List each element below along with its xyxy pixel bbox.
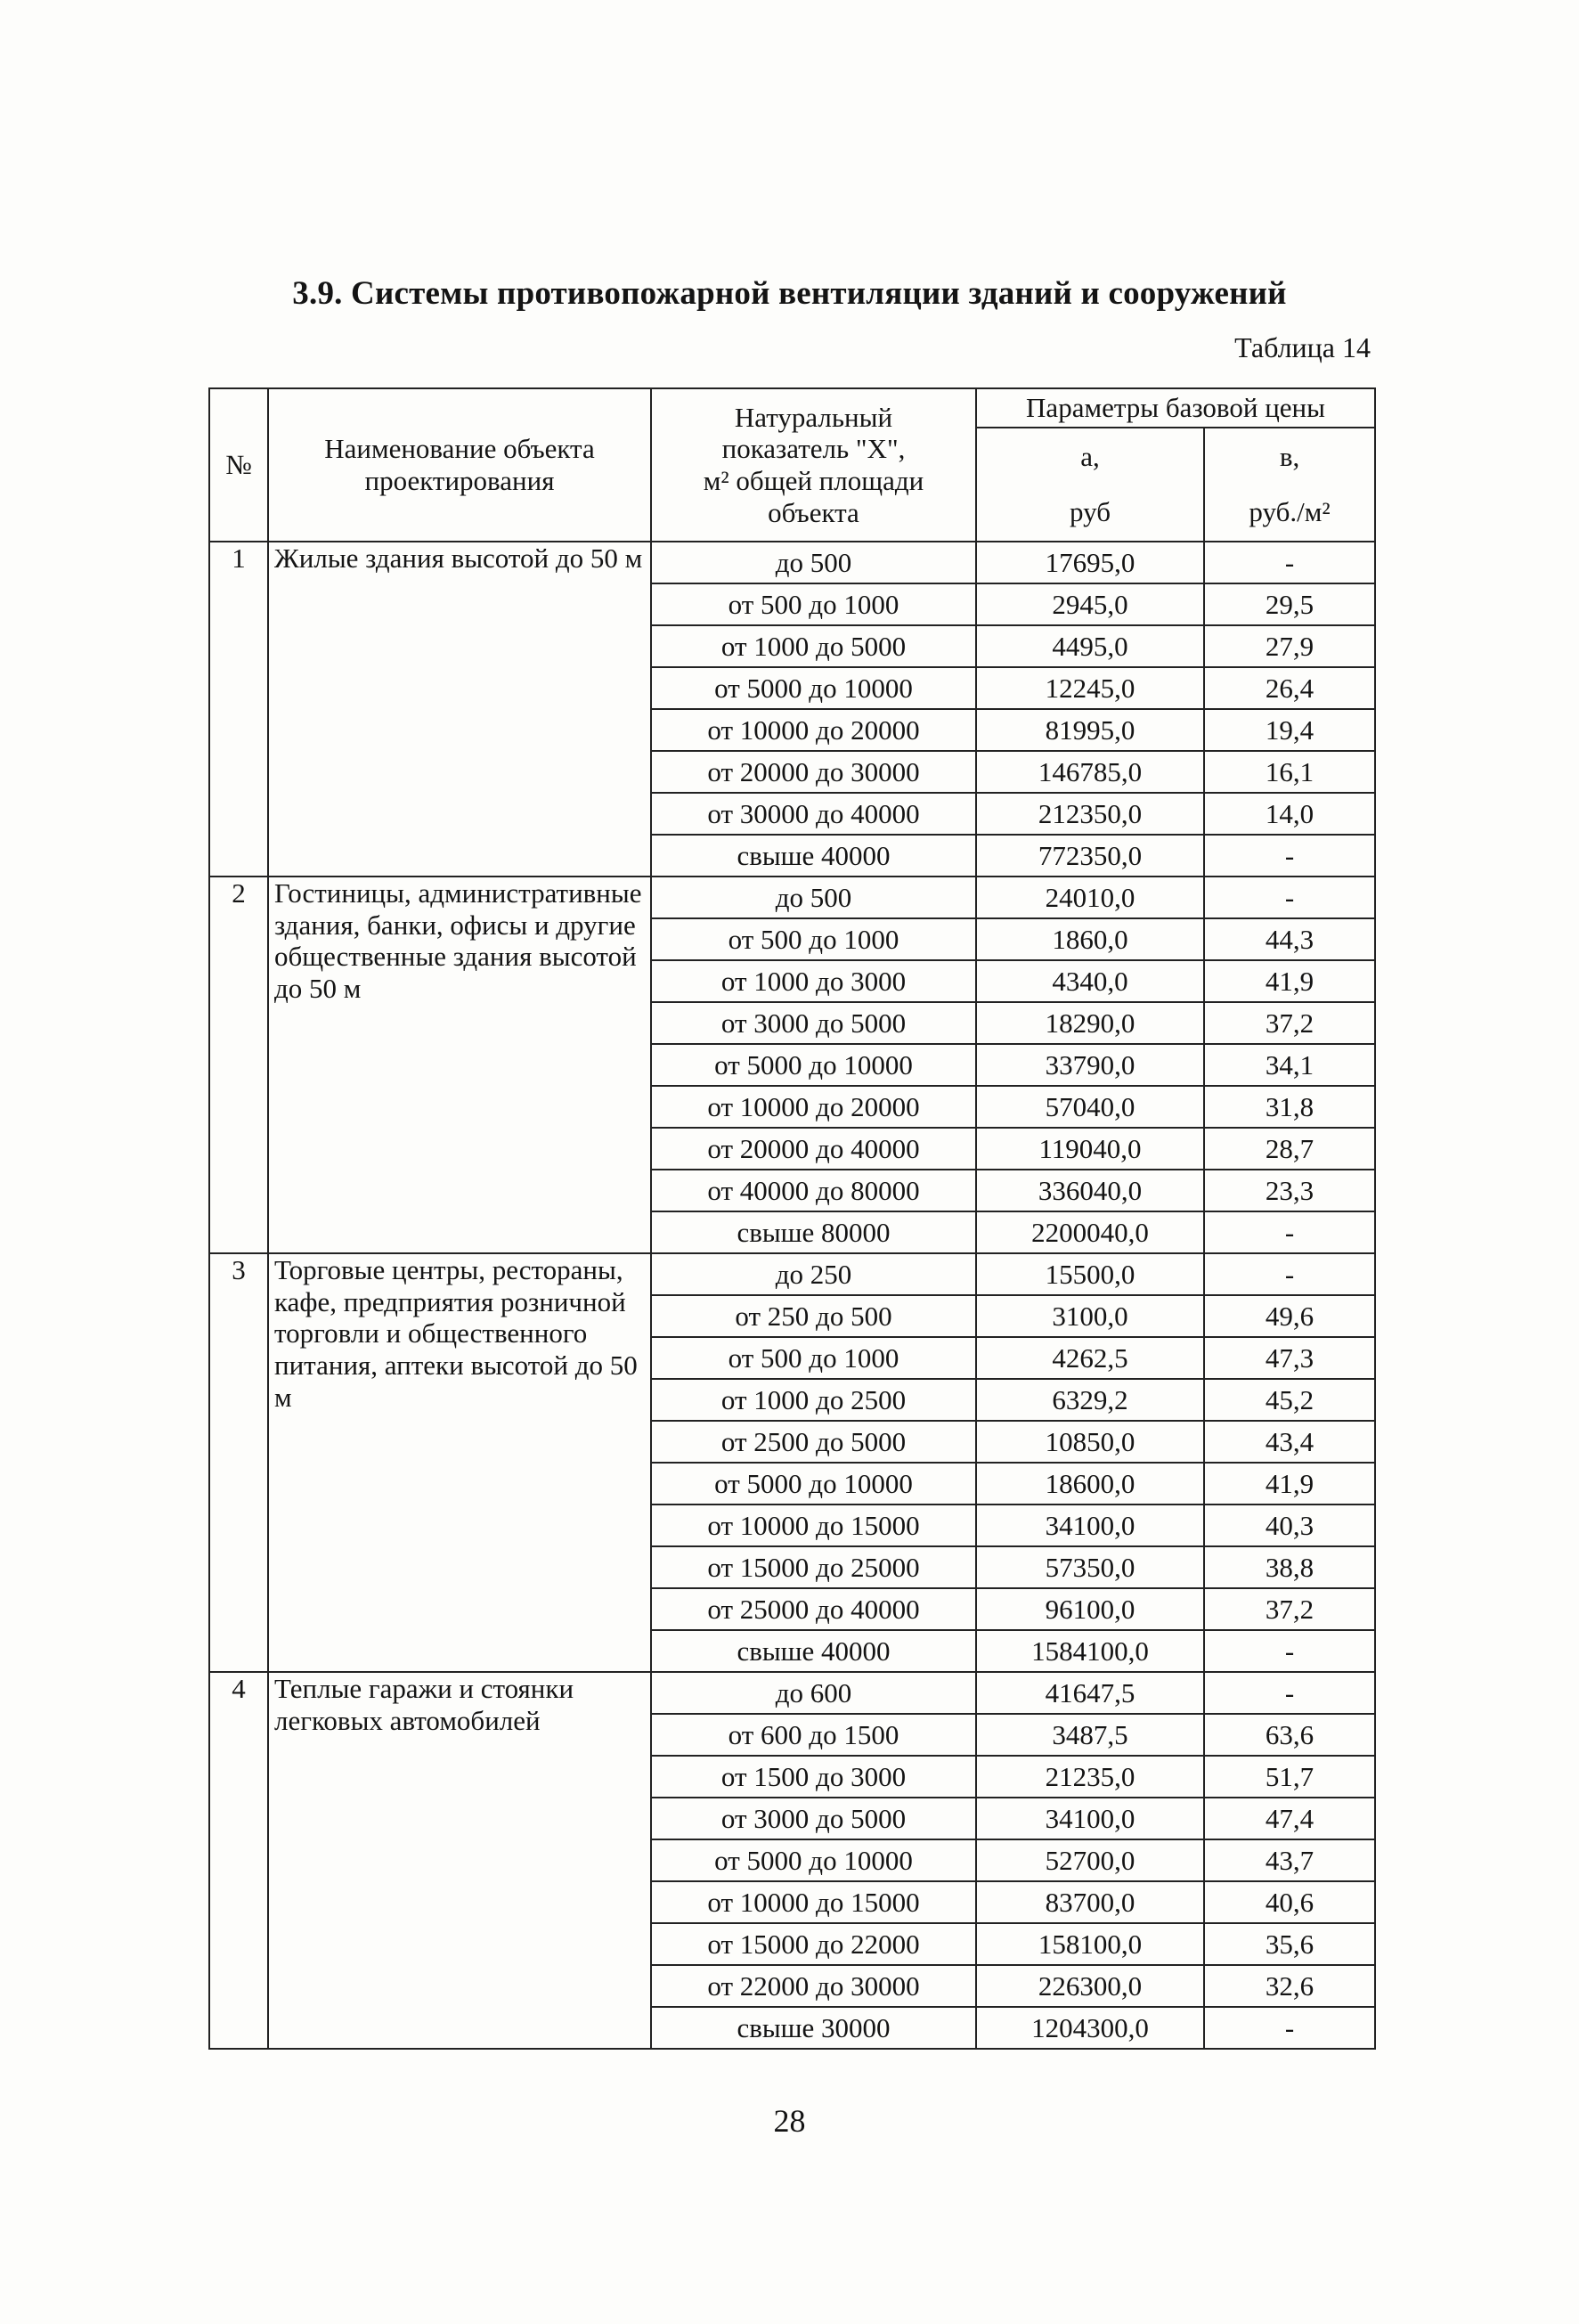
price-a-cell: 34100,0 xyxy=(976,1798,1204,1839)
group-number: 2 xyxy=(209,877,268,1253)
header-object-name-line1: Наименование объекта xyxy=(324,433,595,465)
price-b-cell: 43,4 xyxy=(1204,1421,1375,1463)
price-a-cell: 1584100,0 xyxy=(976,1630,1204,1672)
price-b-cell: 38,8 xyxy=(1204,1546,1375,1588)
price-b-cell: - xyxy=(1204,877,1375,918)
header-indicator-line1: Натуральный xyxy=(734,401,893,433)
range-cell: от 250 до 500 xyxy=(651,1295,976,1337)
header-a-label: а, xyxy=(1080,441,1100,473)
price-a-cell: 81995,0 xyxy=(976,709,1204,751)
range-cell: до 250 xyxy=(651,1253,976,1295)
price-a-cell: 226300,0 xyxy=(976,1965,1204,2007)
header-indicator xyxy=(651,388,976,542)
price-b-cell: 41,9 xyxy=(1204,1463,1375,1504)
price-b-cell: 23,3 xyxy=(1204,1170,1375,1211)
range-cell: от 10000 до 20000 xyxy=(651,709,976,751)
price-b-cell: 41,9 xyxy=(1204,960,1375,1002)
price-a-cell: 96100,0 xyxy=(976,1588,1204,1630)
section-title: 3.9. Системы противопожарной вентиляции зданий и сооружений xyxy=(292,275,1287,312)
table-label: Таблица 14 xyxy=(1234,331,1371,363)
header-num: № xyxy=(209,388,268,542)
header-b-label: в, xyxy=(1279,441,1300,473)
price-b-cell: 27,9 xyxy=(1204,625,1375,667)
price-b-cell: 40,6 xyxy=(1204,1881,1375,1923)
price-a-cell: 3100,0 xyxy=(976,1295,1204,1337)
range-cell: от 20000 до 30000 xyxy=(651,751,976,793)
price-b-cell: 51,7 xyxy=(1204,1756,1375,1798)
header-b xyxy=(1204,428,1375,542)
range-cell: свыше 40000 xyxy=(651,835,976,877)
price-b-cell: - xyxy=(1204,1630,1375,1672)
table-row xyxy=(209,1253,1375,1295)
table-body xyxy=(209,542,1375,2049)
range-cell: свыше 40000 xyxy=(651,1630,976,1672)
range-cell: от 1500 до 3000 xyxy=(651,1756,976,1798)
range-cell: от 30000 до 40000 xyxy=(651,793,976,835)
price-b-cell: 16,1 xyxy=(1204,751,1375,793)
range-cell: от 3000 до 5000 xyxy=(651,1798,976,1839)
range-cell: от 10000 до 15000 xyxy=(651,1881,976,1923)
price-a-cell: 6329,2 xyxy=(976,1379,1204,1421)
range-cell: от 1000 до 3000 xyxy=(651,960,976,1002)
header-base-price: Параметры базовой цены xyxy=(976,388,1375,428)
price-a-cell: 146785,0 xyxy=(976,751,1204,793)
price-b-cell: 44,3 xyxy=(1204,918,1375,960)
header-a-unit: руб xyxy=(1070,496,1111,527)
price-b-cell: 49,6 xyxy=(1204,1295,1375,1337)
range-cell: от 25000 до 40000 xyxy=(651,1588,976,1630)
price-b-cell: - xyxy=(1204,835,1375,877)
range-cell: от 15000 до 25000 xyxy=(651,1546,976,1588)
price-a-cell: 3487,5 xyxy=(976,1714,1204,1756)
price-b-cell: 43,7 xyxy=(1204,1839,1375,1881)
price-a-cell: 12245,0 xyxy=(976,667,1204,709)
price-b-cell: 47,4 xyxy=(1204,1798,1375,1839)
price-a-cell: 18600,0 xyxy=(976,1463,1204,1504)
group-object-name: Торговые центры, рестораны, кафе, предприятия розничной торговли и общественного питания, аптеки высотой до 50 м xyxy=(268,1253,651,1672)
range-cell: от 500 до 1000 xyxy=(651,1337,976,1379)
price-b-cell: 45,2 xyxy=(1204,1379,1375,1421)
price-a-cell: 4495,0 xyxy=(976,625,1204,667)
price-a-cell: 21235,0 xyxy=(976,1756,1204,1798)
price-a-cell: 24010,0 xyxy=(976,877,1204,918)
price-b-cell: 63,6 xyxy=(1204,1714,1375,1756)
range-cell: от 20000 до 40000 xyxy=(651,1128,976,1170)
header-a xyxy=(976,428,1204,542)
price-b-cell: 37,2 xyxy=(1204,1002,1375,1044)
range-cell: свыше 80000 xyxy=(651,1211,976,1253)
price-b-cell: 31,8 xyxy=(1204,1086,1375,1128)
base-price-table xyxy=(208,387,1376,2050)
range-cell: до 500 xyxy=(651,877,976,918)
price-a-cell: 4340,0 xyxy=(976,960,1204,1002)
price-a-cell: 33790,0 xyxy=(976,1044,1204,1086)
price-a-cell: 1860,0 xyxy=(976,918,1204,960)
price-b-cell: - xyxy=(1204,1672,1375,1714)
range-cell: от 10000 до 15000 xyxy=(651,1504,976,1546)
price-a-cell: 4262,5 xyxy=(976,1337,1204,1379)
price-b-cell: - xyxy=(1204,2007,1375,2049)
price-a-cell: 772350,0 xyxy=(976,835,1204,877)
range-cell: от 2500 до 5000 xyxy=(651,1421,976,1463)
price-a-cell: 2945,0 xyxy=(976,583,1204,625)
range-cell: от 1000 до 2500 xyxy=(651,1379,976,1421)
range-cell: от 500 до 1000 xyxy=(651,583,976,625)
header-b-unit: руб./м² xyxy=(1249,496,1331,527)
header-indicator-line3: м² общей площади xyxy=(703,465,924,496)
price-a-cell: 57040,0 xyxy=(976,1086,1204,1128)
header-object-name xyxy=(268,388,651,542)
price-a-cell: 336040,0 xyxy=(976,1170,1204,1211)
range-cell: от 600 до 1500 xyxy=(651,1714,976,1756)
price-a-cell: 119040,0 xyxy=(976,1128,1204,1170)
range-cell: от 5000 до 10000 xyxy=(651,1463,976,1504)
price-b-cell: 35,6 xyxy=(1204,1923,1375,1965)
range-cell: от 5000 до 10000 xyxy=(651,1839,976,1881)
range-cell: до 500 xyxy=(651,542,976,583)
range-cell: от 1000 до 5000 xyxy=(651,625,976,667)
price-b-cell: 19,4 xyxy=(1204,709,1375,751)
price-a-cell: 41647,5 xyxy=(976,1672,1204,1714)
price-b-cell: 37,2 xyxy=(1204,1588,1375,1630)
table-row xyxy=(209,877,1375,918)
range-cell: от 500 до 1000 xyxy=(651,918,976,960)
group-number: 3 xyxy=(209,1253,268,1672)
table-row xyxy=(209,1672,1375,1714)
header-indicator-line2: показатель "X", xyxy=(721,433,906,465)
range-cell: от 40000 до 80000 xyxy=(651,1170,976,1211)
price-a-cell: 1204300,0 xyxy=(976,2007,1204,2049)
range-cell: от 5000 до 10000 xyxy=(651,1044,976,1086)
group-number: 4 xyxy=(209,1672,268,2049)
page-number: 28 xyxy=(773,2103,806,2139)
range-cell: до 600 xyxy=(651,1672,976,1714)
range-cell: от 15000 до 22000 xyxy=(651,1923,976,1965)
range-cell: от 10000 до 20000 xyxy=(651,1086,976,1128)
price-a-cell: 57350,0 xyxy=(976,1546,1204,1588)
price-a-cell: 18290,0 xyxy=(976,1002,1204,1044)
price-a-cell: 10850,0 xyxy=(976,1421,1204,1463)
price-b-cell: 47,3 xyxy=(1204,1337,1375,1379)
group-number: 1 xyxy=(209,542,268,877)
price-a-cell: 83700,0 xyxy=(976,1881,1204,1923)
price-a-cell: 15500,0 xyxy=(976,1253,1204,1295)
group-object-name: Жилые здания высотой до 50 м xyxy=(268,542,651,877)
header-object-name-line2: проектирования xyxy=(364,465,555,496)
price-b-cell: 40,3 xyxy=(1204,1504,1375,1546)
price-a-cell: 2200040,0 xyxy=(976,1211,1204,1253)
price-b-cell: 14,0 xyxy=(1204,793,1375,835)
price-a-cell: 52700,0 xyxy=(976,1839,1204,1881)
table-row xyxy=(209,542,1375,583)
range-cell: от 22000 до 30000 xyxy=(651,1965,976,2007)
price-a-cell: 212350,0 xyxy=(976,793,1204,835)
range-cell: от 3000 до 5000 xyxy=(651,1002,976,1044)
price-b-cell: 28,7 xyxy=(1204,1128,1375,1170)
header-indicator-line4: объекта xyxy=(768,496,859,528)
price-b-cell: - xyxy=(1204,542,1375,583)
range-cell: свыше 30000 xyxy=(651,2007,976,2049)
price-a-cell: 17695,0 xyxy=(976,542,1204,583)
group-object-name: Гостиницы, административные здания, банки, офисы и другие общественные здания высотой до 50 м xyxy=(268,877,651,1253)
price-b-cell: 34,1 xyxy=(1204,1044,1375,1086)
price-a-cell: 158100,0 xyxy=(976,1923,1204,1965)
price-b-cell: - xyxy=(1204,1211,1375,1253)
price-b-cell: - xyxy=(1204,1253,1375,1295)
range-cell: от 5000 до 10000 xyxy=(651,667,976,709)
group-object-name: Теплые гаражи и стоянки легковых автомобилей xyxy=(268,1672,651,2049)
price-a-cell: 34100,0 xyxy=(976,1504,1204,1546)
price-b-cell: 26,4 xyxy=(1204,667,1375,709)
price-b-cell: 32,6 xyxy=(1204,1965,1375,2007)
price-b-cell: 29,5 xyxy=(1204,583,1375,625)
